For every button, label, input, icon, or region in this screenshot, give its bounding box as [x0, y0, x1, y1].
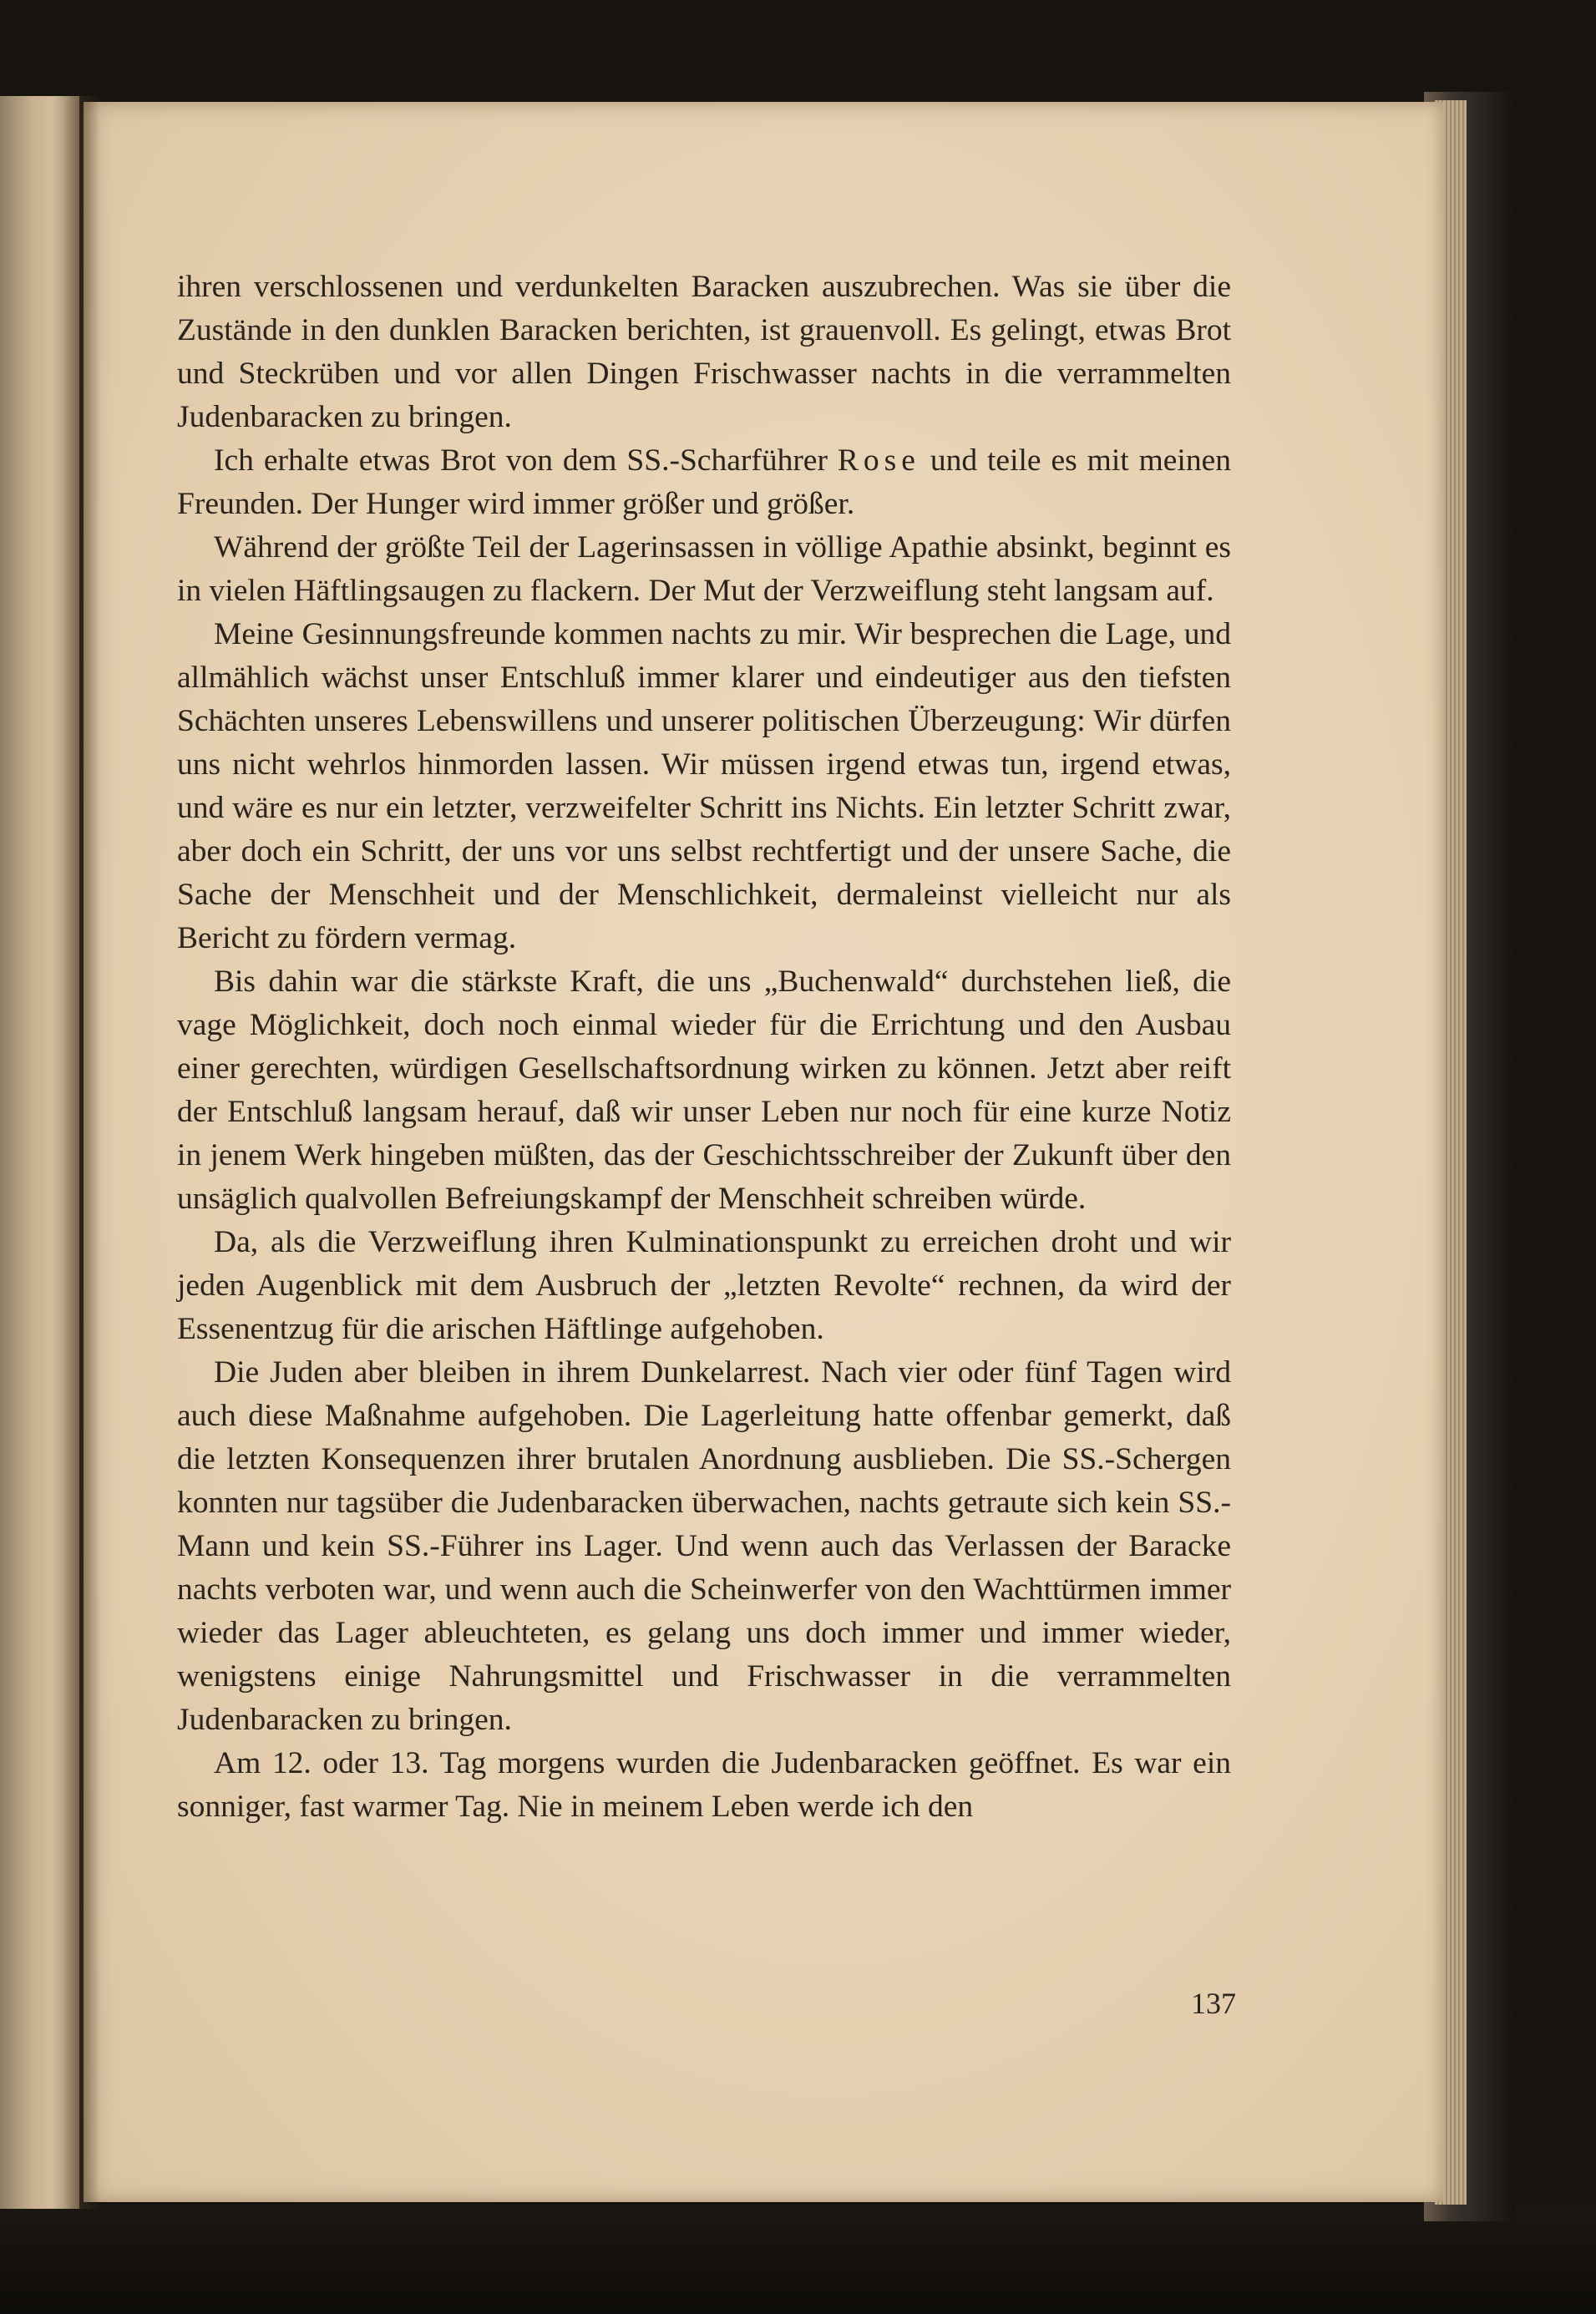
paragraph-text: Ich erhalte etwas Brot von dem SS.-Scharführer: [214, 443, 838, 478]
paragraph: Die Juden aber bleiben in ihrem Dunkelarrest. Nach vier oder fünf Tagen wird auch diese Maßnahme aufgehoben. Die Lagerleitung hatte offenbar gemerkt, daß die letzten Konsequenzen ihrer brutalen Anordnung ausblieben. Die SS.-Schergen konnten nur tagsüber die Judenbaracken überwachen, nachts getraute sich kein SS.-Mann und kein SS.-Führer ins Lager. Und wenn auch das Verlassen der Baracke nachts verboten war, und wenn auch die Scheinwerfer von den Wachttürmen immer wieder das Lager ableuchteten, es gelang uns doch immer und immer wieder, wenigstens einige Nahrungsmittel und Frischwasser in die verrammelten Judenbaracken zu bringen.: [177, 1355, 1231, 1737]
paragraph: ihren verschlossenen und verdunkelten Baracken auszubrechen. Was sie über die Zustände in den dunklen Baracken berichten, ist grauenvoll. Es gelingt, etwas Brot und Steckrüben und vor allen Dingen Frischwasser nachts in die verrammelten Judenbaracken zu bringen.: [177, 270, 1231, 434]
spine-shadow: [52, 96, 100, 2209]
paragraph: [177, 439, 1231, 526]
paragraph: Da, als die Verzweiflung ihren Kulminationspunkt zu erreichen droht und wir jeden Augenblick mit dem Ausbruch der „letzten Revolte“ rechnen, da wird der Essenentzug für die arischen Häftlinge aufgehoben.: [177, 1225, 1231, 1346]
page-number: 137: [1191, 1987, 1236, 2020]
spaced-name: Rose: [837, 443, 920, 478]
body-text: [177, 266, 1231, 1829]
background-bottom: [0, 2205, 1596, 2314]
paragraph: Am 12. oder 13. Tag morgens wurden die Judenbaracken geöffnet. Es war ein sonniger, fast warmer Tag. Nie in meinem Leben werde ich den: [177, 1746, 1231, 1824]
paragraph: Meine Gesinnungsfreunde kommen nachts zu mir. Wir besprechen die Lage, und allmählich wächst unser Entschluß immer klarer und eindeutiger aus den tiefsten Schächten unseres Lebenswillens und unserer politischen Überzeugung: Wir dürfen uns nicht wehrlos hinmorden lassen. Wir müssen irgend etwas tun, irgend etwas, und wäre es nur ein letzter, verzweifelter Schritt ins Nichts. Ein letzter Schritt zwar, aber doch ein Schritt, der uns vor uns selbst rechtfertigt und der unsere Sache, die Sache der Menschheit und der Menschlichkeit, dermaleinst vielleicht nur als Bericht zu fördern vermag.: [177, 617, 1231, 955]
paragraph-text: und teile es mit meinen Freunden. Der Hunger wird immer größer und größer.: [177, 443, 1231, 521]
paragraph: Bis dahin war die stärkste Kraft, die uns „Buchenwald“ durchstehen ließ, die vage Möglichkeit, doch noch einmal wieder für die Errichtung und den Ausbau einer gerechten, würdigen Gesellschaftsordnung wirken zu können. Jetzt aber reift der Entschluß langsam herauf, daß wir unser Leben nur noch für eine kurze Notiz in jenem Werk hingeben müßten, das der Geschichtsschreiber der Zukunft über den unsäglich qualvollen Befreiungskampf der Menschheit schreiben würde.: [177, 965, 1231, 1216]
paragraph: Während der größte Teil der Lagerinsassen in völlige Apathie absinkt, beginnt es in vielen Häftlingsaugen zu flackern. Der Mut der Verzweiflung steht langsam auf.: [177, 530, 1231, 608]
